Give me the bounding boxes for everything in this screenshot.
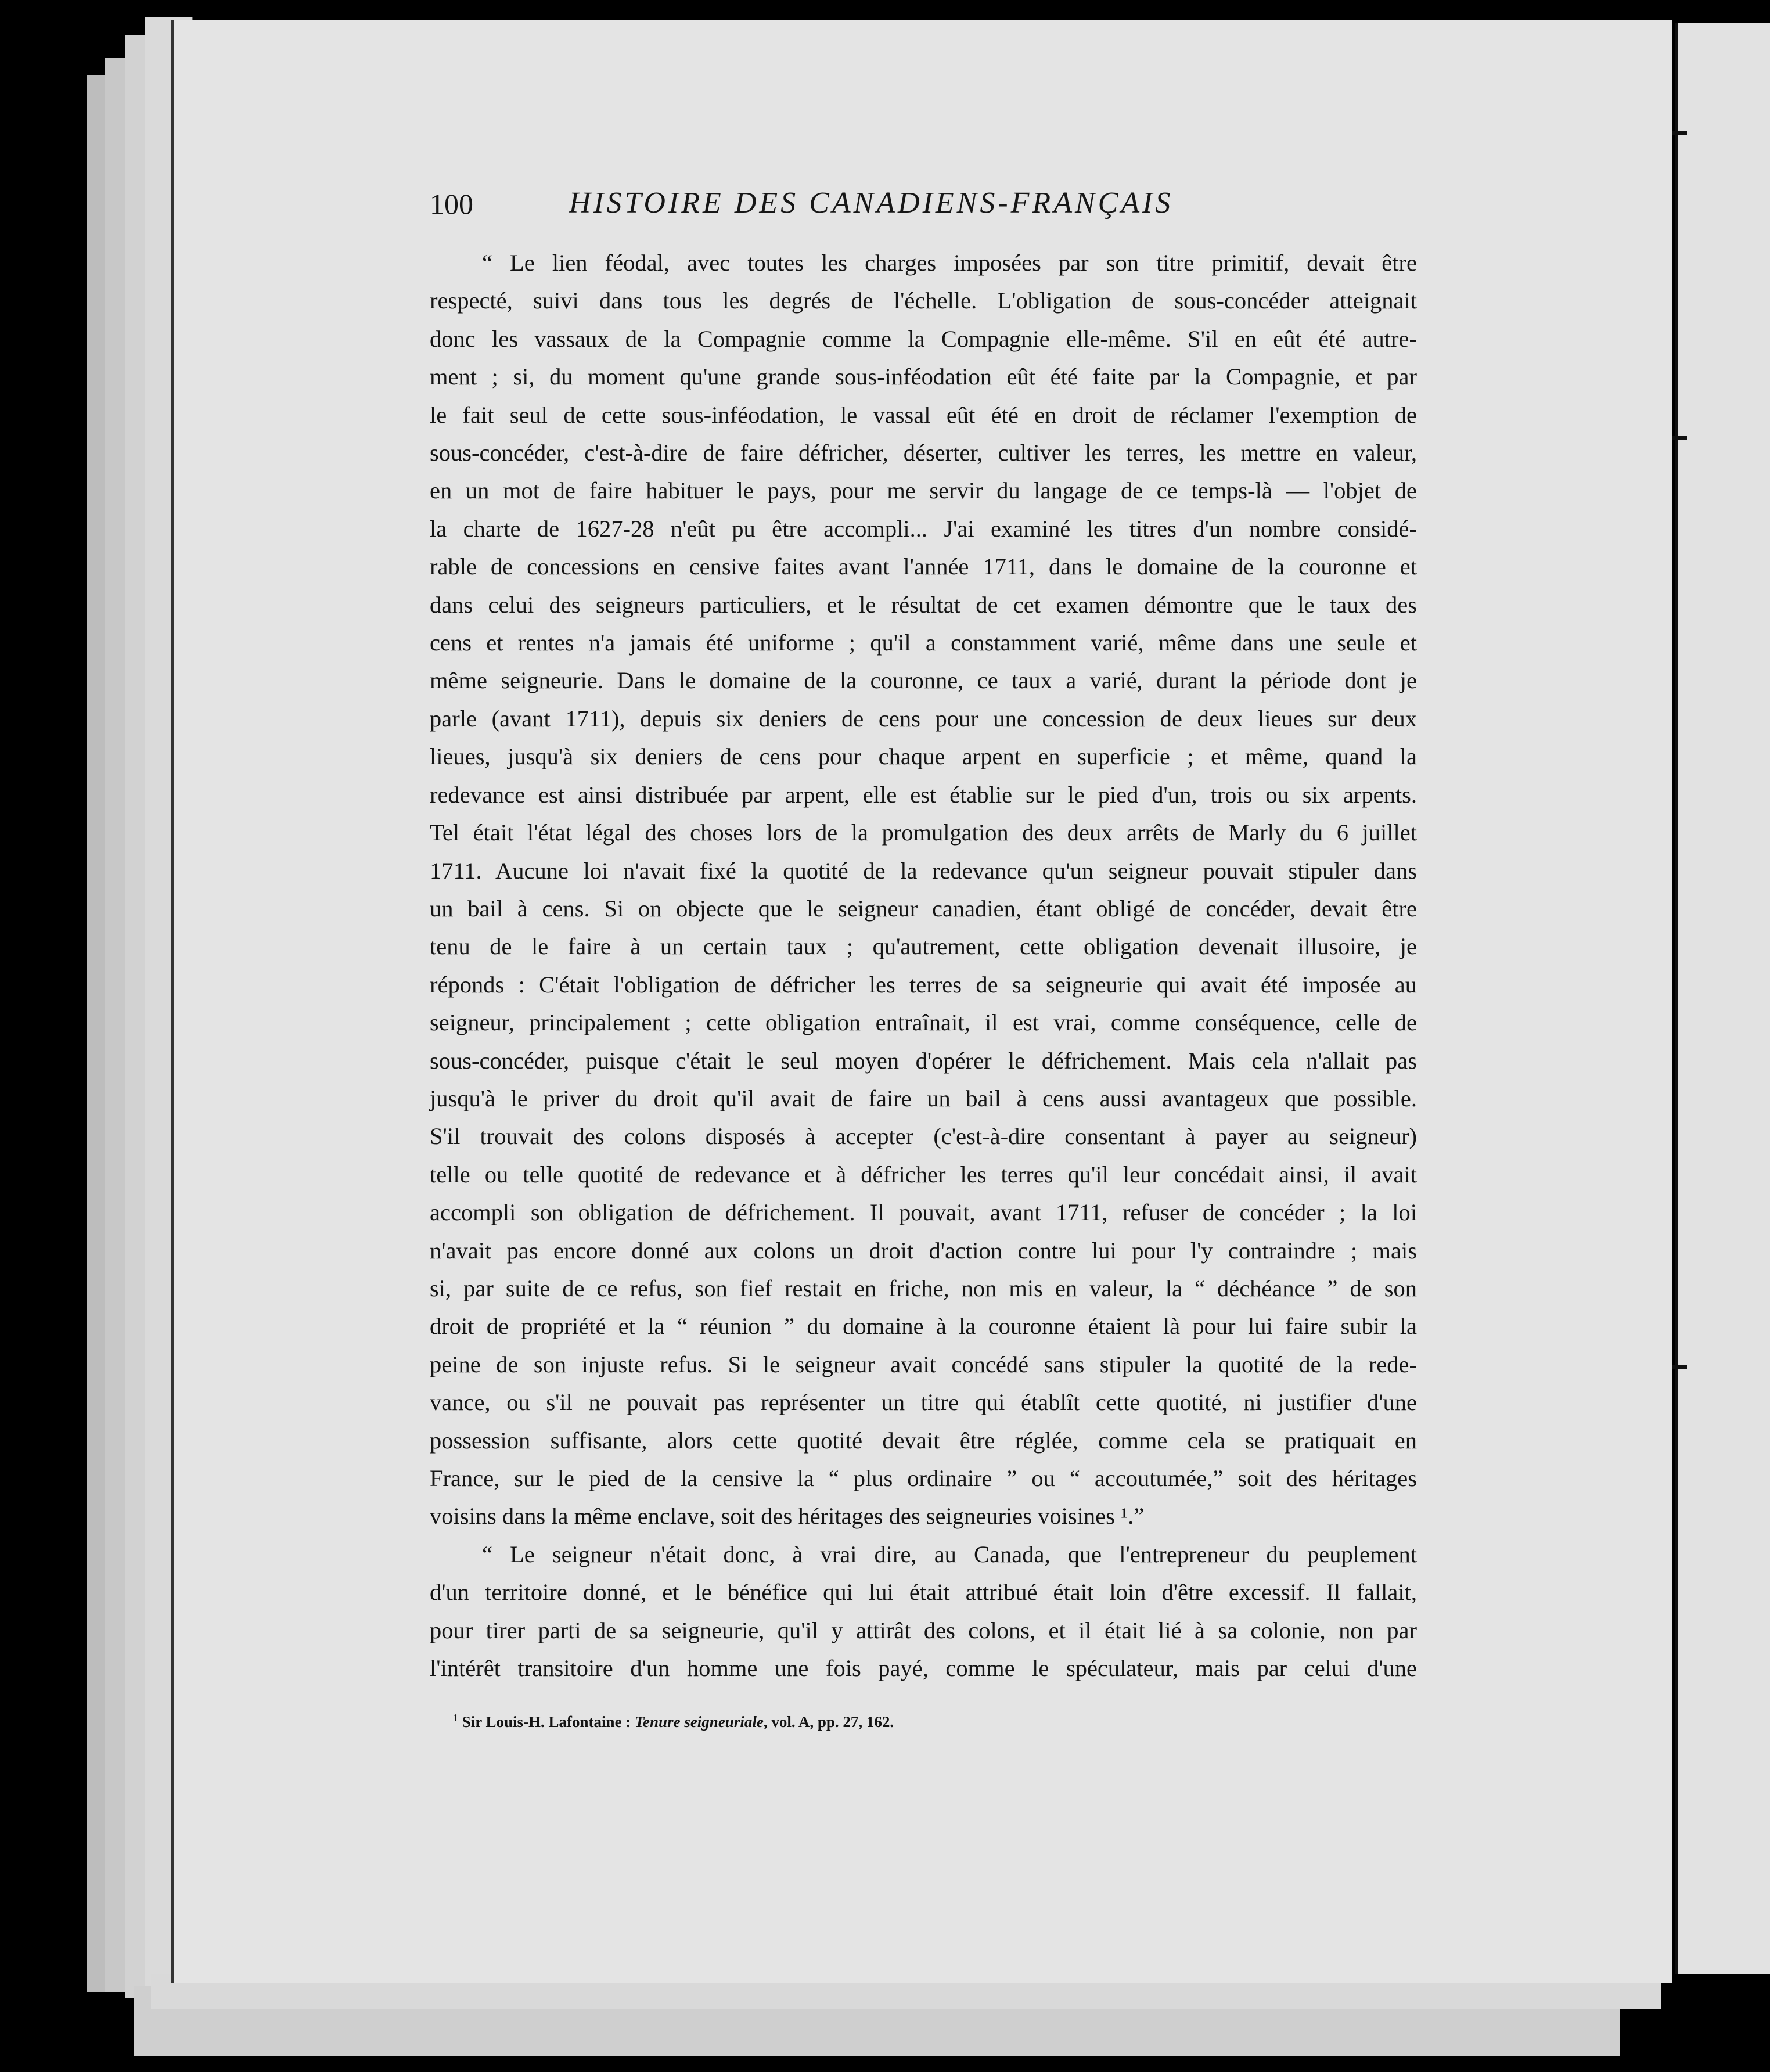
footnote-marker: 1 xyxy=(453,1712,458,1724)
text-line: rable de concessions en censive faites avant l'année 1711, dans le domaine de la couronne et xyxy=(430,553,1417,580)
text-line: 1711. Aucune loi n'avait fixé la quotité de la redevance qu'un seigneur pouvait stipuler dans xyxy=(430,857,1417,884)
text-line: seigneur, principalement ; cette obligation entraînait, il est vrai, comme conséquence, celle de xyxy=(430,1009,1417,1036)
text-line: dans celui des seigneurs particuliers, et le résultat de cet examen démontre que le taux des xyxy=(430,591,1417,618)
text-line: ment ; si, du moment qu'une grande sous-inféodation eût été faite par la Compagnie, et par xyxy=(430,364,1417,390)
running-title: HISTOIRE DES CANADIENS-FRANÇAIS xyxy=(569,186,1174,220)
text-line: cens et rentes n'a jamais été uniforme ; qu'il a constamment varié, même dans une seule et xyxy=(430,629,1417,656)
text-line: parle (avant 1711), depuis six deniers de cens pour une concession de deux lieues sur deux xyxy=(430,705,1417,732)
text-line: “ Le lien féodal, avec toutes les charges imposées par son titre primitif, devait être xyxy=(482,250,1417,276)
text-line: lieues, jusqu'à six deniers de cens pour chaque arpent en superficie ; et même, quand la xyxy=(430,743,1417,770)
text-line: jusqu'à le priver du droit qu'il avait de faire un bail à cens aussi avantageux que possible. xyxy=(430,1085,1417,1111)
footnote xyxy=(453,1712,894,1731)
text-line: “ Le seigneur n'était donc, à vrai dire, au Canada, que l'entrepreneur du peuplement xyxy=(482,1541,1417,1567)
text-line: possession suffisante, alors cette quotité devait être réglée, comme cela se pratiquait en xyxy=(430,1427,1417,1454)
text-line: respecté, suivi dans tous les degrés de l'échelle. L'obligation de sous-concéder atteignait xyxy=(430,287,1417,314)
text-line: donc les vassaux de la Compagnie comme la Compagnie elle-même. S'il en eût été autre- xyxy=(430,325,1417,352)
text-line: pour tirer parti de sa seigneurie, qu'il y attirât des colons, et il était lié à sa colonie, non par xyxy=(430,1617,1417,1643)
text-line: S'il trouvait des colons disposés à accepter (c'est-à-dire consentant à payer au seigneur) xyxy=(430,1123,1417,1150)
page-number: 100 xyxy=(430,188,473,220)
text-line: réponds : C'était l'obligation de défricher les terres de sa seigneurie qui avait été imposée au xyxy=(430,971,1417,998)
text-line: un bail à cens. Si on objecte que le seigneur canadien, étant obligé de concéder, devait être xyxy=(430,895,1417,922)
text-line: même seigneurie. Dans le domaine de la couronne, ce taux a varié, durant la période dont je xyxy=(430,667,1417,694)
footnote-title: Tenure seigneuriale xyxy=(635,1713,764,1731)
footnote-author: Sir Louis-H. Lafontaine : xyxy=(462,1713,635,1731)
text-line: l'intérêt transitoire d'un homme une fois payé, comme le spéculateur, mais par celui d'une xyxy=(430,1655,1417,1682)
text-line: sous-concéder, puisque c'était le seul moyen d'opérer le défrichement. Mais cela n'allait pas xyxy=(430,1047,1417,1074)
text-line: peine de son injuste refus. Si le seigneur avait concédé sans stipuler la quotité de la rede- xyxy=(430,1351,1417,1377)
text-line: accompli son obligation de défrichement. Il pouvait, avant 1711, refuser de concéder ; la loi xyxy=(430,1199,1417,1226)
text-line: si, par suite de ce refus, son fief restait en friche, non mis en valeur, la “ déchéance ” de son xyxy=(430,1275,1417,1301)
text-line: en un mot de faire habituer le pays, pour me servir du langage de ce temps-là — l'objet de xyxy=(430,477,1417,504)
text-line: d'un territoire donné, et le bénéfice qui lui était attribué était loin d'être excessif. Il fallait, xyxy=(430,1579,1417,1606)
footnote-reference: , vol. A, pp. 27, 162. xyxy=(763,1713,894,1731)
facing-page xyxy=(1675,23,1770,1974)
text-line: le fait seul de cette sous-inféodation, le vassal eût été en droit de réclamer l'exemption de xyxy=(430,401,1417,428)
text-line: telle ou telle quotité de redevance et à défricher les terres qu'il leur concédait ainsi, il avait xyxy=(430,1161,1417,1188)
body-text xyxy=(430,244,1417,1687)
text-line: redevance est ainsi distribuée par arpent, elle est établie sur le pied d'un, trois ou six arpents. xyxy=(430,781,1417,808)
text-line: sous-concéder, c'est-à-dire de faire défricher, déserter, cultiver les terres, les mettre en valeur, xyxy=(430,440,1417,466)
text-line: France, sur le pied de la censive la “ plus ordinaire ” ou “ accoutumée,” soit des héritages xyxy=(430,1465,1417,1491)
text-line: n'avait pas encore donné aux colons un droit d'action contre lui pour l'y contraindre ; mais xyxy=(430,1237,1417,1264)
text-line: tenu de le faire à un certain taux ; qu'autrement, cette obligation devenait illusoire, je xyxy=(430,933,1417,960)
text-line: la charte de 1627-28 n'eût pu être accompli... J'ai examiné les titres d'un nombre considé- xyxy=(430,515,1417,542)
text-line: Tel était l'état légal des choses lors de la promulgation des deux arrêts de Marly du 6 juillet xyxy=(430,819,1417,846)
text-line: voisins dans la même enclave, soit des héritages des seigneuries voisines ¹.” xyxy=(430,1503,1145,1530)
text-line: vance, ou s'il ne pouvait pas représenter un titre qui établît cette quotité, ni justifier d'une xyxy=(430,1389,1417,1416)
text-line: droit de propriété et la “ réunion ” du domaine à la couronne étaient là pour lui faire subir la xyxy=(430,1313,1417,1340)
